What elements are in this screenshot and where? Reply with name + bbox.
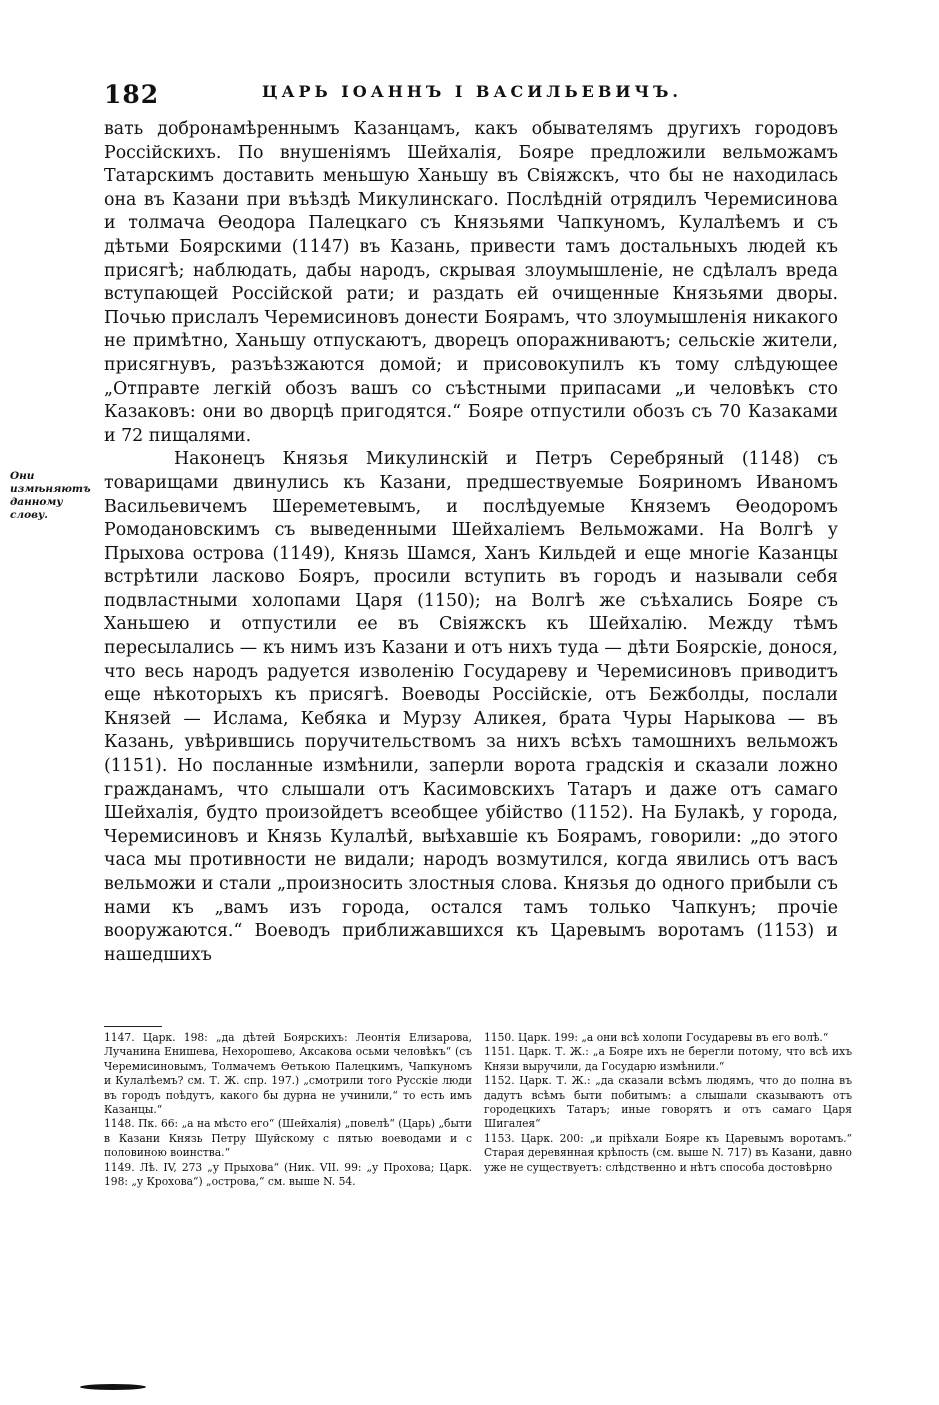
footnotes-left-column bbox=[104, 1031, 472, 1189]
footnote: 1149. Лѣ. IV, 273 „у Прыхова“ (Ник. VII. 99: „у Прохова; Царк. 198: „у Крохова“) „острова,“ см. выше N. 54. bbox=[104, 1160, 472, 1189]
footnote: 1151. Царк. Т. Ж.: „а Бояре ихъ не берегли потому, что всѣ ихъ Князи выручили, да Государю измѣнили.“ bbox=[484, 1045, 852, 1073]
running-head: ЦАРЬ ІОАННЪ І ВАСИЛЬЕВИЧЪ. bbox=[262, 82, 682, 101]
footnote-divider bbox=[104, 1026, 162, 1027]
paragraph: вать добронамѣреннымъ Казанцамъ, какъ обывателямъ другихъ городовъ Россійскихъ. По внушеніямъ Шейхалія, Бояре предложили вельможамъ Татарскимъ доставить меньшую Ханьшу въ Свіяжскъ, что бы не находилась она въ Казани при въѣздѣ Микулинскаго. Послѣдній отрядилъ Черемисинова и толмача Өеодора Палецкаго съ Князьями Чапкуномъ, Кулалѣемъ и съ дѣтьми Боярскими (1147) въ Казань, привести тамъ достальныхъ людей къ присягѣ; наблюдать, дабы народъ, скрывая злоумышленіе, не сдѣлалъ вреда вступающей Россійской рати; и раздать ей очищенные Князьями дворы. Почью прислалъ Черемисиновъ донести Боярамъ, что злоумышленія никакого не примѣтно, Ханьшу отпускаютъ, дворецъ опоражниваютъ; сельскіе жители, присягнувъ, разъѣзжаются домой; и присовокупилъ къ тому слѣдующее „Отправте легкій обозъ вашъ со съѣстными припасами „и человѣкъ сто Казаковъ: они во дворцѣ пригодятся.“ Бояре отпустили обозъ съ 70 Казаками и 72 пищалями. bbox=[104, 119, 838, 446]
ink-smudge bbox=[80, 1384, 146, 1390]
footnote: 1153. Царк. 200: „и пріѣхали Бояре къ Царевымъ воротамъ.“ Старая деревянная крѣпость (см. выше N. 717) въ Казани, давно уже не существуетъ: слѣдственно и нѣтъ способа достовѣрно bbox=[484, 1131, 852, 1174]
page-number: 182 bbox=[104, 80, 160, 109]
footnotes-right-column bbox=[484, 1031, 852, 1189]
footnotes bbox=[104, 1031, 852, 1189]
footnote: 1150. Царк. 199: „а они всѣ холопи Государевы въ его волѣ.“ bbox=[484, 1031, 829, 1044]
paragraph: Наконецъ Князья Микулинскій и Петръ Серебряный (1148) съ товарищами двинулись къ Казани, предшествуемые Бояриномъ Иваномъ Васильевичемъ Шереметевымъ, и послѣдуемые Княземъ Өеодоромъ Ромодановскимъ съ выведенными Шейхаліемъ Вельможами. На Волгѣ у Прыхова острова (1149), Князь Шамся, Ханъ Кильдей и еще многіе Казанцы встрѣтили ласково Бояръ, просили вступить въ городъ и называли себя подвластными холопами Царя (1150); на Волгѣ же съѣхались Бояре съ Ханьшею и отпустили ее въ Свіяжскъ къ Шейхалію. Между тѣмъ пересылались — къ нимъ изъ Казани и отъ нихъ туда — дѣти Боярскіе, донося, что весь народъ радуется изволенію Государеву и Черемисиновъ приводитъ еще нѣкоторыхъ къ присягѣ. Воеводы Россійскіе, отъ Бежболды, послали Князей — Ислама, Кебяка и Мурзу Аликея, брата Чуры Нарыкова — въ Казань, увѣрившись поручительствомъ за нихъ всѣхъ тамошнихъ вельможъ (1151). Но посланные измѣнили, заперли ворота градскія и сказали ложно гражданамъ, что слышали отъ Касимовскихъ Татаръ и даже отъ самаго Шейхалія, будто произойдетъ всеобщее убійство (1152). На Булакѣ, у города, Черемисиновъ и Князь Кулалѣй, выѣхавшіе къ Боярамъ, говорили: „до этого часа мы противности не видали; народъ возмутился, когда явились отъ васъ вельможи и стали „произносить злостныя слова. Князья до одного прибыли съ нами къ „вамъ изъ города, остался тамъ только Чапкунъ; прочіе вооружаются.“ Воеводъ приближавшихся къ Царевымъ воротамъ (1153) и нашедшихъ bbox=[104, 449, 838, 965]
main-text bbox=[104, 118, 838, 967]
margin-note: Они измѣняютъ данному слову. bbox=[10, 470, 91, 521]
footnote: 1147. Царк. 198: „да дѣтей Боярскихъ: Леонтія Елизарова, Лучанина Енишева, Нехорошево, Аксакова осьми человѣкъ“ (съ Черемисиновымъ, Толмачемъ Өетькою Палецкимъ, Чапкуномъ и Кулалѣемъ? см. Т. Ж. спр. 197.) „смотрили того Русскіе люди въ городъ поѣдутъ, какого бы дурна не учинили,“ то есть имъ Казанцы.“ bbox=[104, 1031, 472, 1117]
footnote: 1152. Царк. Т. Ж.: „да сказали всѣмъ людямъ, что до полна въ дадутъ всѣмъ быти побитымъ: а слышали сказываютъ отъ городецкихъ Татаръ; иные говорятъ и отъ самаго Царя Шигалея“ bbox=[484, 1074, 852, 1131]
footnote: 1148. Пк. 66: „а на мѣсто его“ (Шейхалія) „повелѣ“ (Царь) „быти в Казани Князь Петру Шуйскому с пятью воеводами и с половиною воинства.“ bbox=[104, 1117, 472, 1160]
